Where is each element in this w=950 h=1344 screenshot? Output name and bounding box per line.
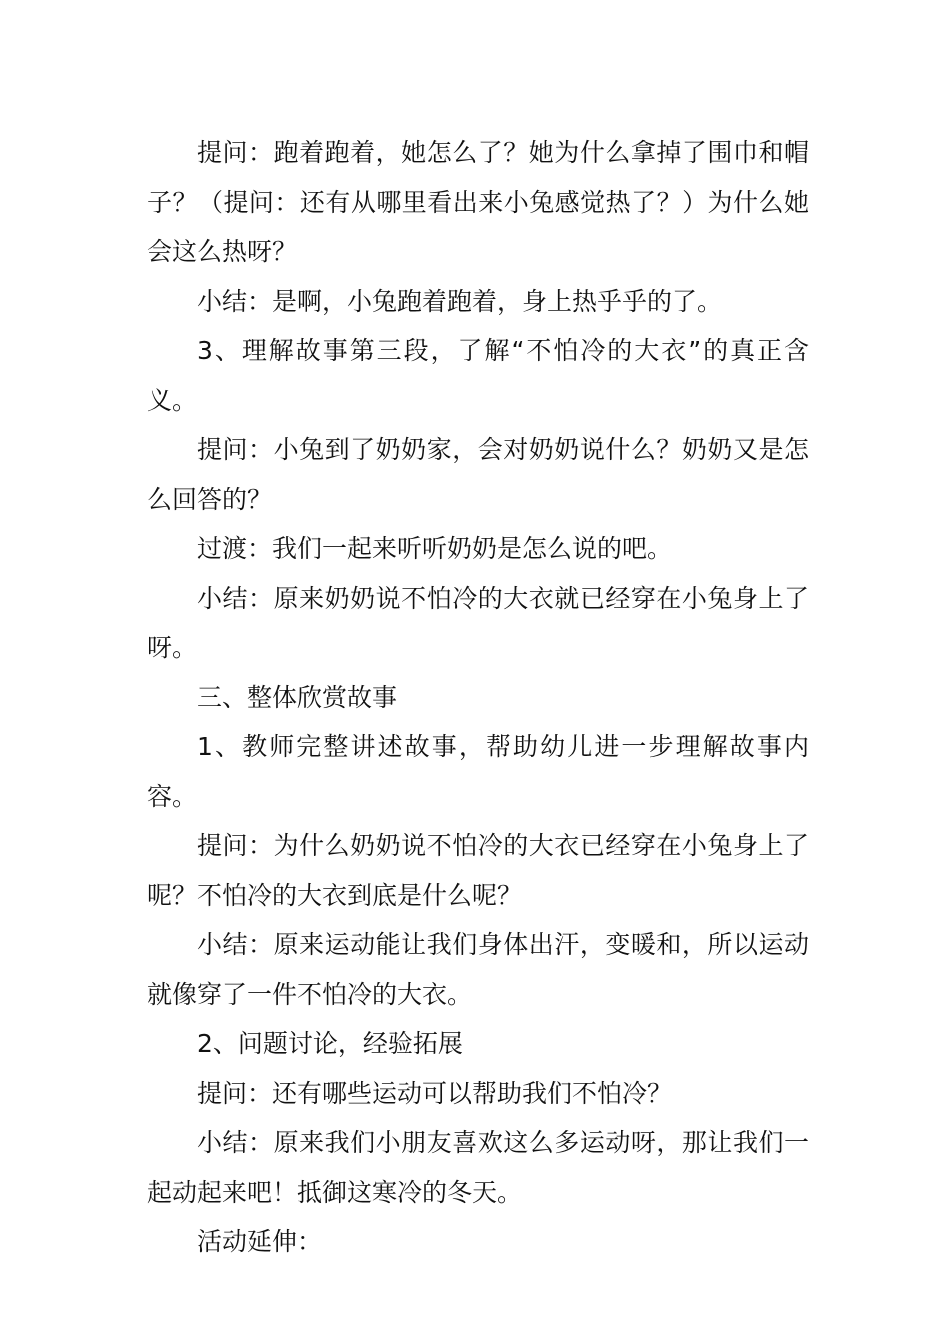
paragraph-step-1: 1、教师完整讲述故事，帮助幼儿进一步理解故事内容。 bbox=[147, 732, 809, 811]
document-body bbox=[147, 128, 809, 1267]
paragraph-transition: 过渡：我们一起来听听奶奶是怎么说的吧。 bbox=[197, 534, 673, 563]
paragraph-step-2: 2、问题讨论，经验拓展 bbox=[197, 1029, 463, 1058]
paragraph-question-grandma: 提问：小兔到了奶奶家，会对奶奶说什么？奶奶又是怎么回答的？ bbox=[147, 435, 809, 514]
paragraph-step-3: 3、理解故事第三段，了解“不怕冷的大衣”的真正含义。 bbox=[147, 336, 809, 415]
paragraph-summary-move: 小结：原来我们小朋友喜欢这么多运动呀，那让我们一起动起来吧！抵御这寒冷的冬天。 bbox=[147, 1128, 809, 1207]
paragraph-question-coat: 提问：为什么奶奶说不怕冷的大衣已经穿在小兔身上了呢？不怕冷的大衣到底是什么呢？ bbox=[147, 831, 809, 910]
paragraph-summary-coat: 小结：原来奶奶说不怕冷的大衣就已经穿在小兔身上了呀。 bbox=[147, 583, 809, 662]
paragraph-summary-exercise: 小结：原来运动能让我们身体出汗，变暖和，所以运动就像穿了一件不怕冷的大衣。 bbox=[147, 930, 809, 1009]
paragraph-summary-warm: 小结：是啊，小兔跑着跑着，身上热乎乎的了。 bbox=[197, 286, 723, 316]
paragraph-question-sports: 提问：还有哪些运动可以帮助我们不怕冷？ bbox=[197, 1078, 673, 1108]
section-heading-3: 三、整体欣赏故事 bbox=[197, 682, 398, 712]
paragraph-extension: 活动延伸： bbox=[197, 1227, 323, 1256]
paragraph-question-why-hot: 提问：跑着跑着，她怎么了？她为什么拿掉了围巾和帽子？（提问：还有从哪里看出来小兔感觉热了？）为什么她会这么热呀？ bbox=[147, 138, 809, 266]
